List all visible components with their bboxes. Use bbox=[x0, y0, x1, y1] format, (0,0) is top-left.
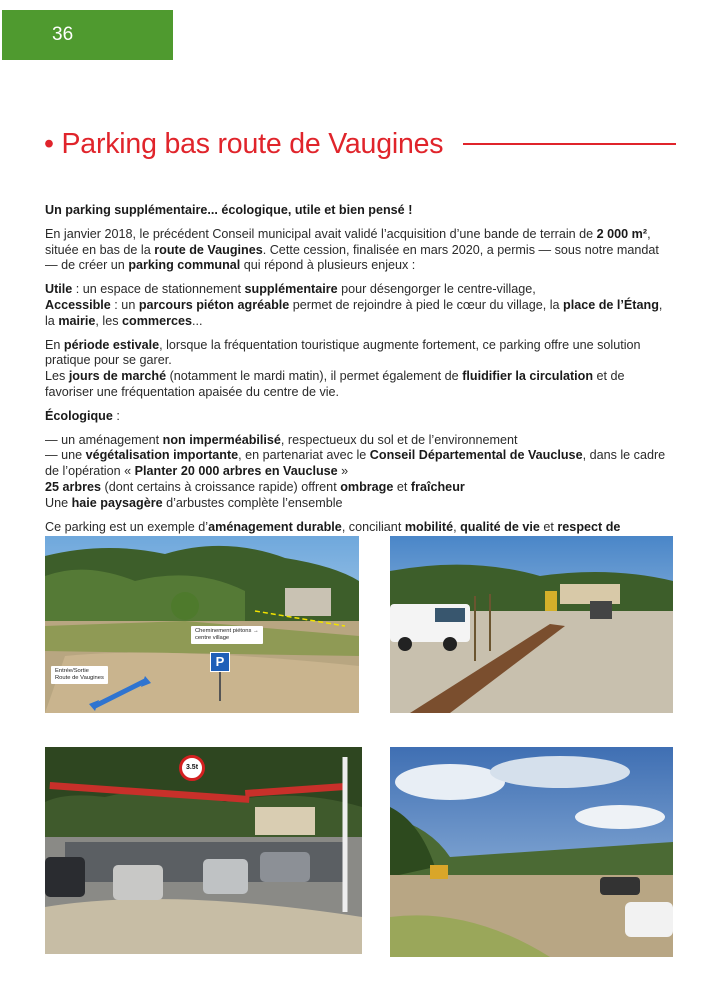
photo-crowded-parking bbox=[45, 747, 362, 954]
article-body bbox=[45, 203, 673, 551]
weight-limit-sign-icon: 3.5t bbox=[179, 755, 205, 781]
conclusion-paragraph: Ce parking est un exemple d’aménagement durable, conciliant mobilité, qualité de vie et respect de bbox=[45, 519, 621, 534]
entry-exit-label: Entrée/Sortie Route de Vaugines bbox=[51, 666, 108, 684]
pedestrian-path-label: Cheminement piétons → centre village bbox=[191, 626, 263, 644]
eco-item-2: — une végétalisation importante, en partenariat avec le Conseil Départemental de Vaucluse, dans le cadre de l’opération « Planter 20 000 arbres en Vaucluse » bbox=[45, 448, 666, 479]
eco-item-3: 25 arbres (dont certains à croissance rapide) offrent ombrage et fraîcheur bbox=[45, 479, 465, 494]
page-title: • Parking bas route de Vaugines bbox=[44, 127, 444, 160]
section-heading: Un parking supplémentaire... écologique, utile et bien pensé ! bbox=[45, 203, 413, 217]
photo-tree-planting bbox=[390, 536, 673, 713]
marche-paragraph: Les jours de marché (notamment le mardi matin), il permet également de fluidifier la circulation et de favoriser une fréquentation apaisée du centre de vie. bbox=[45, 369, 625, 399]
utile-line: Utile : un espace de stationnement supplémentaire pour désengorger le centre-village, bbox=[45, 282, 536, 297]
intro-paragraph: En janvier 2018, le précédent Conseil municipal avait validé l’acquisition d’une bande de terrain de 2 000 m², située en bas de la route de Vaugines. Cette cession, finalisée en mars 2020, a permis — sous notre mandat — de créer un parking communal qui répond à plusieurs enjeux : bbox=[45, 226, 659, 273]
eco-item-1: — un aménagement non imperméabilisé, respectueux du sol et de l’environnement bbox=[45, 432, 518, 447]
photo-finished-parking bbox=[390, 747, 673, 957]
title-rule bbox=[463, 143, 676, 145]
eco-item-4: Une haie paysagère d’arbustes complète l’ensemble bbox=[45, 495, 343, 510]
ecologique-heading: Écologique : bbox=[45, 408, 120, 423]
page-number: 36 bbox=[52, 24, 74, 45]
accessible-line: Accessible : un parcours piéton agréable permet de rejoindre à pied le cœur du village, la place de l’Étang, la mairie, les commerces... bbox=[45, 297, 663, 328]
photo-parking-site-before bbox=[45, 536, 359, 713]
page-number-badge bbox=[2, 10, 173, 60]
parking-sign-icon: P bbox=[210, 652, 230, 672]
estivale-paragraph: En période estivale, lorsque la fréquentation touristique augmente fortement, ce parking offre une solution pratique pour se garer. bbox=[45, 337, 641, 368]
title-row bbox=[44, 124, 676, 164]
